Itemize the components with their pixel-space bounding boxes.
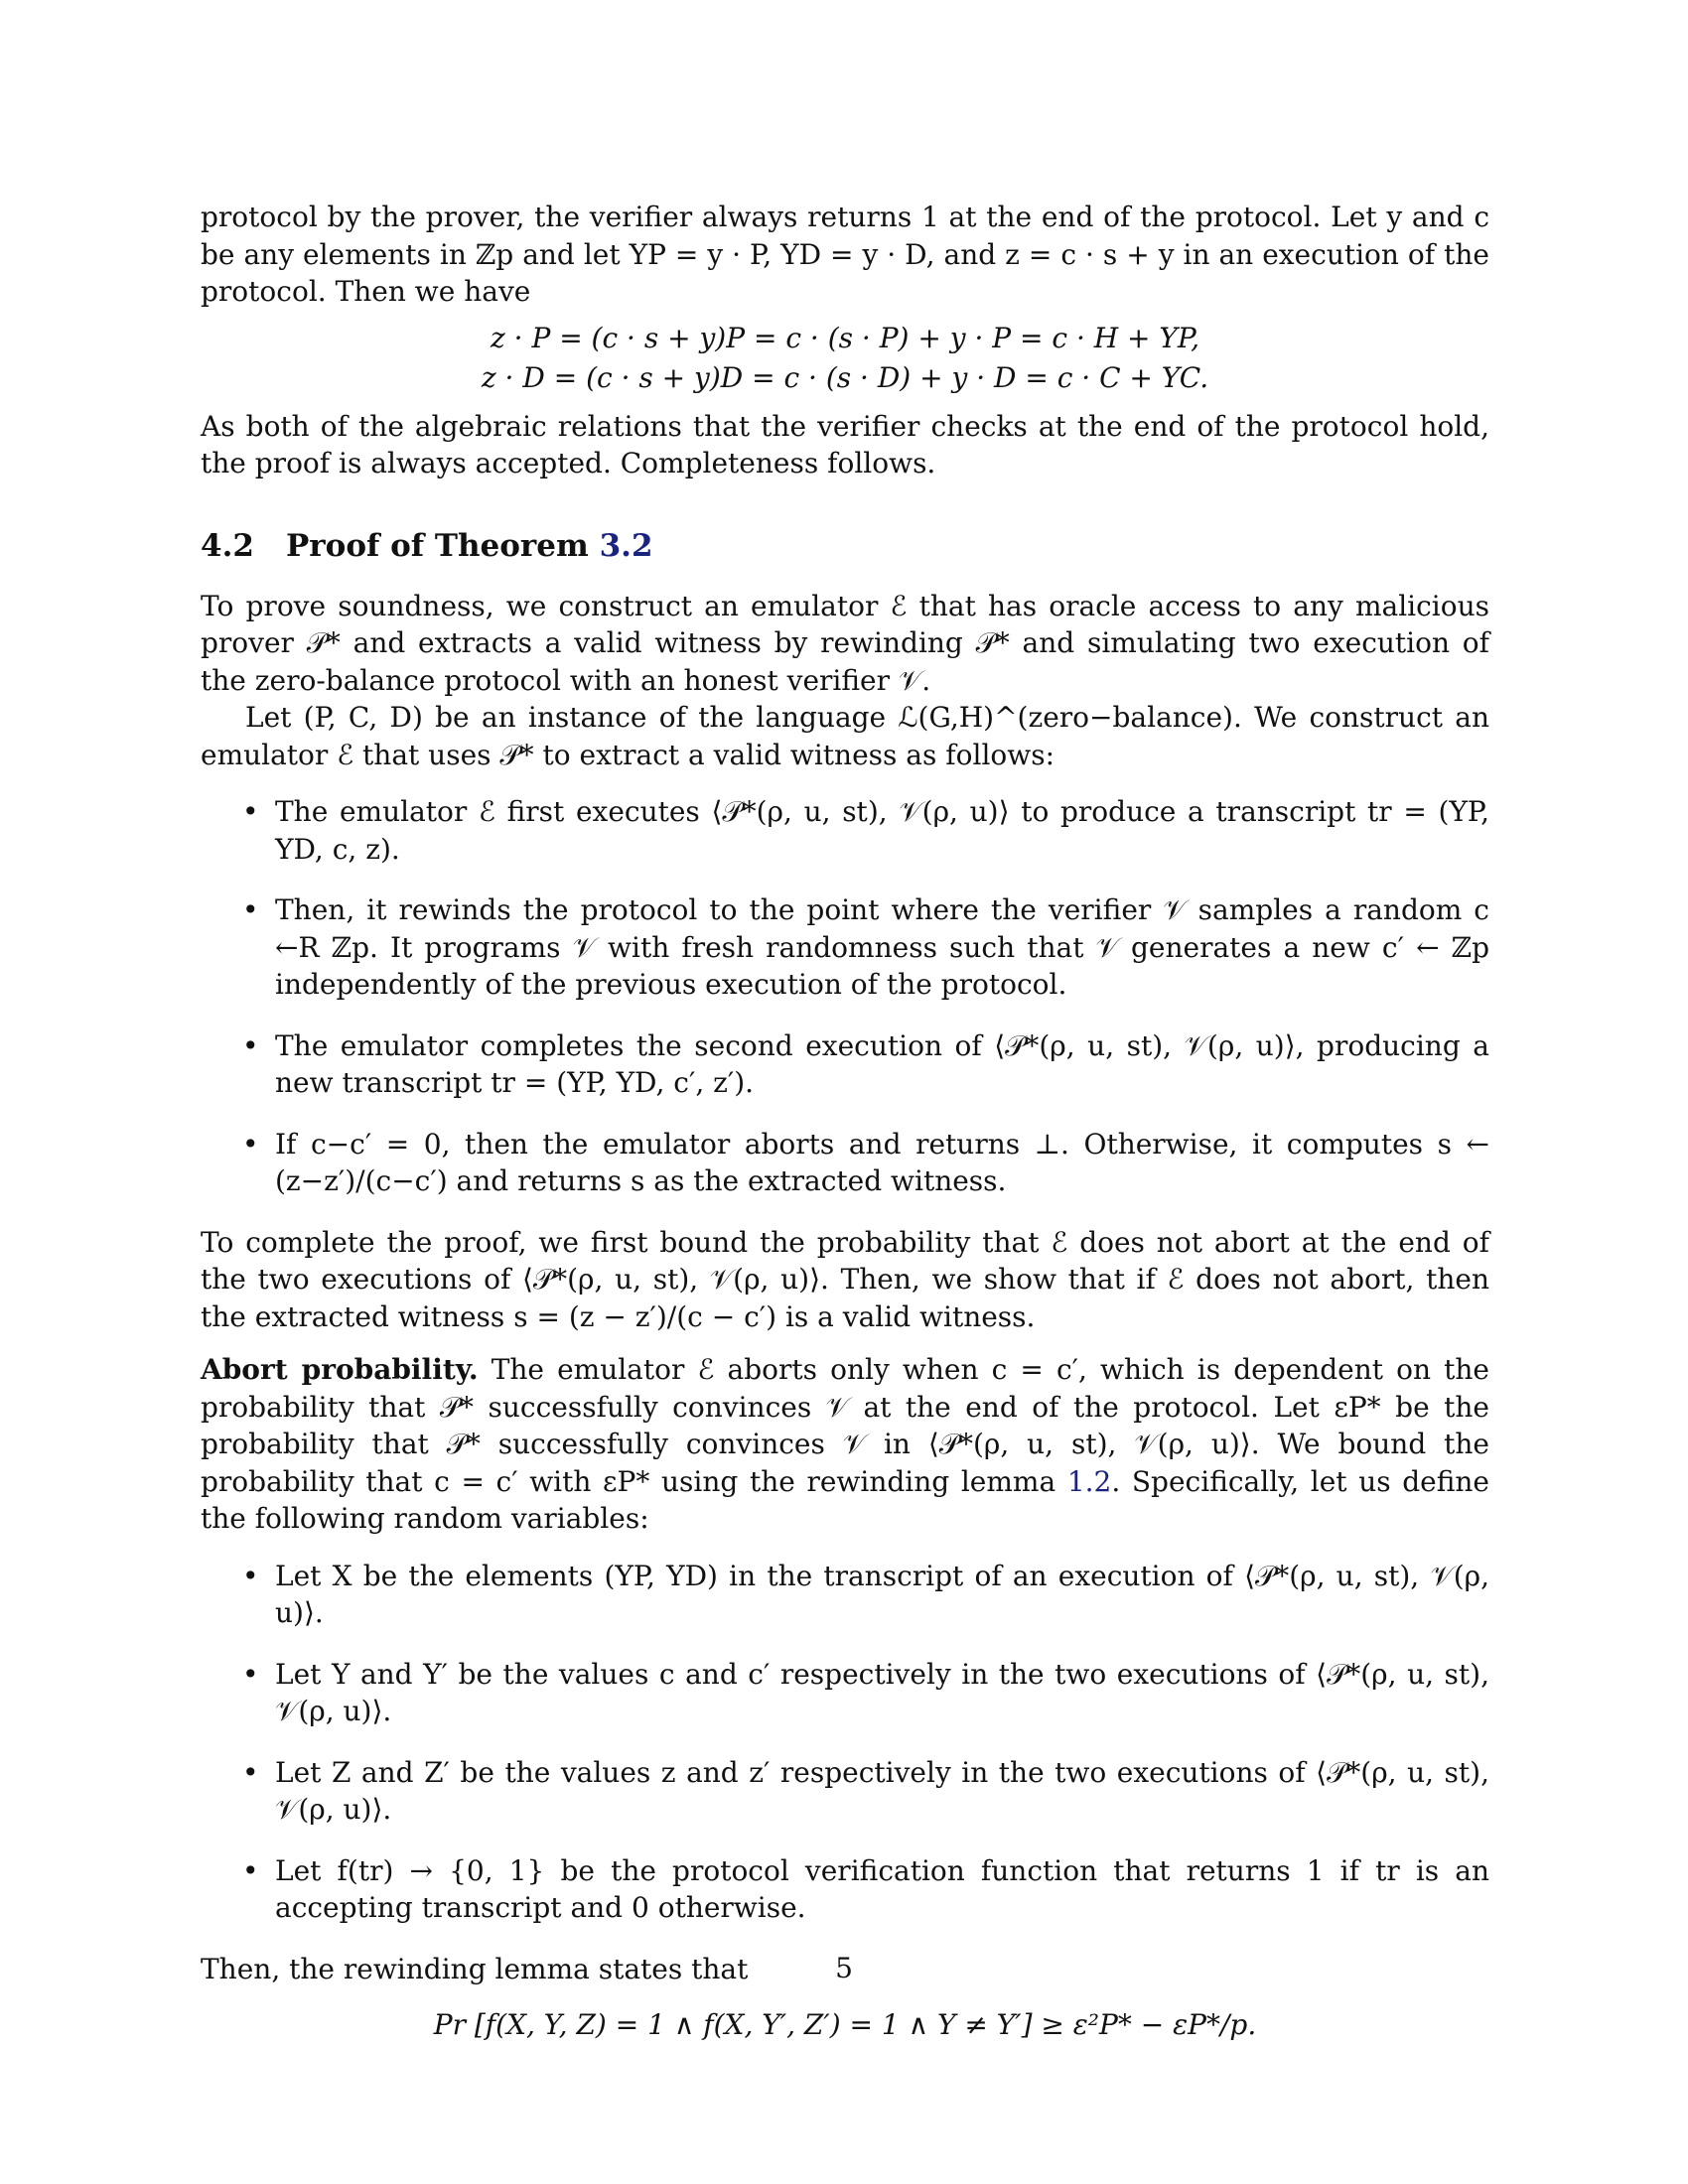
soundness-paragraph: To prove soundness, we construct an emulator ℰ that has oracle access to any malicious prover 𝒫* and extracts a valid witness by rewinding 𝒫* and simulating two execution of the zero-balance protocol with an honest verifier 𝒱. [201, 589, 1489, 697]
list-item: • Let f(tr) → {0, 1} be the protocol verification function that returns 1 if tr is an accepting transcript and 0 otherwise. [201, 1852, 1489, 1927]
equation-rewinding-lemma: Pr [f(X, Y, Z) = 1 ∧ f(X, Y′, Z′) = 1 ∧ Y ≠ Y′] ≥ ε²P* − εP*/p. [433, 2008, 1257, 2041]
list-item: • The emulator completes the second execution of ⟨𝒫*(ρ, u, st), 𝒱(ρ, u)⟩, producing a new transcript tr = (YP, YD, c′, z′). [201, 1027, 1489, 1102]
random-variables-list [201, 1558, 1489, 1927]
section-title: Proof of Theorem [286, 527, 589, 564]
list-item: • Then, it rewinds the protocol to the point where the verifier 𝒱 samples a random c ←R ℤp. It programs 𝒱 with fresh randomness such that 𝒱 generates a new c′ ← ℤp independently of the previous execution of the protocol. [201, 891, 1489, 1004]
list-item: • Let Z and Z′ be the values z and z′ respectively in the two executions of ⟨𝒫*(ρ, u, st), 𝒱(ρ, u)⟩. [201, 1754, 1489, 1829]
equation-zd: z · D = (c · s + y)D = c · (s · D) + y · D = c · C + YC. [481, 360, 1209, 394]
page-number: 5 [835, 1952, 853, 1984]
section-heading [201, 528, 1489, 564]
equation-zp: z · P = (c · s + y)P = c · (s · P) + y · P = c · H + YP, [491, 321, 1199, 354]
completeness-paragraph: As both of the algebraic relations that the verifier checks at the end of the protocol hold, the proof is always accepted. Completeness follows. [201, 409, 1489, 479]
page-content [201, 199, 1489, 2045]
abort-text-end: . Specifically, let us define the following random variables: [201, 1464, 1489, 1535]
list-item: • The emulator ℰ first executes ⟨𝒫*(ρ, u, st), 𝒱(ρ, u)⟩ to produce a transcript tr = (YP, YD, c, z). [201, 793, 1489, 868]
list-item: • Let X be the elements (YP, YD) in the transcript of an execution of ⟨𝒫*(ρ, u, st), 𝒱(ρ, u)⟩. [201, 1558, 1489, 1632]
abort-label: Abort probability. [201, 1353, 479, 1386]
rewinding-lemma-intro: Then, the rewinding lemma states that [201, 1952, 749, 1985]
theorem-link[interactable]: 3.2 [599, 527, 653, 564]
list-item: • Let Y and Y′ be the values c and c′ respectively in the two executions of ⟨𝒫*(ρ, u, st), 𝒱(ρ, u)⟩. [201, 1656, 1489, 1730]
intro-paragraph: protocol by the prover, the verifier always returns 1 at the end of the protocol. Let y and c be any elements in ℤp and let YP = y · P, YD = y · D, and z = c · s + y in an execution of the protocol. Then we have [201, 201, 1489, 308]
list-item: • If c−c′ = 0, then the emulator aborts and returns ⊥. Otherwise, it computes s ← (z−z′)/(c−c′) and returns s as the extracted witness. [201, 1126, 1489, 1200]
lemma-link[interactable]: 1.2 [1066, 1464, 1112, 1498]
abort-text: The emulator ℰ aborts only when c = c′, which is dependent on the probability that 𝒫* successfully convinces 𝒱 at the end of the protocol. Let εP* be the probability that 𝒫* successfully convinces 𝒱 in ⟨𝒫*(ρ, u, st), 𝒱(ρ, u)⟩. We bound the probability that c = c′ with εP* using the rewinding lemma [201, 1353, 1489, 1498]
instance-paragraph: Let (P, C, D) be an instance of the language ℒ(G,H)^(zero−balance). We construct an emulator ℰ that uses 𝒫* to extract a valid witness as follows: [201, 701, 1489, 771]
emulator-steps-list [201, 793, 1489, 1200]
section-number: 4.2 [201, 527, 254, 564]
bound-paragraph: To complete the proof, we first bound the probability that ℰ does not abort at the end of the two executions of ⟨𝒫*(ρ, u, st), 𝒱(ρ, u)⟩. Then, we show that if ℰ does not abort, then the extracted witness s = (z − z′)/(c − c′) is a valid witness. [201, 1225, 1489, 1333]
abort-probability-paragraph [201, 1351, 1489, 1538]
